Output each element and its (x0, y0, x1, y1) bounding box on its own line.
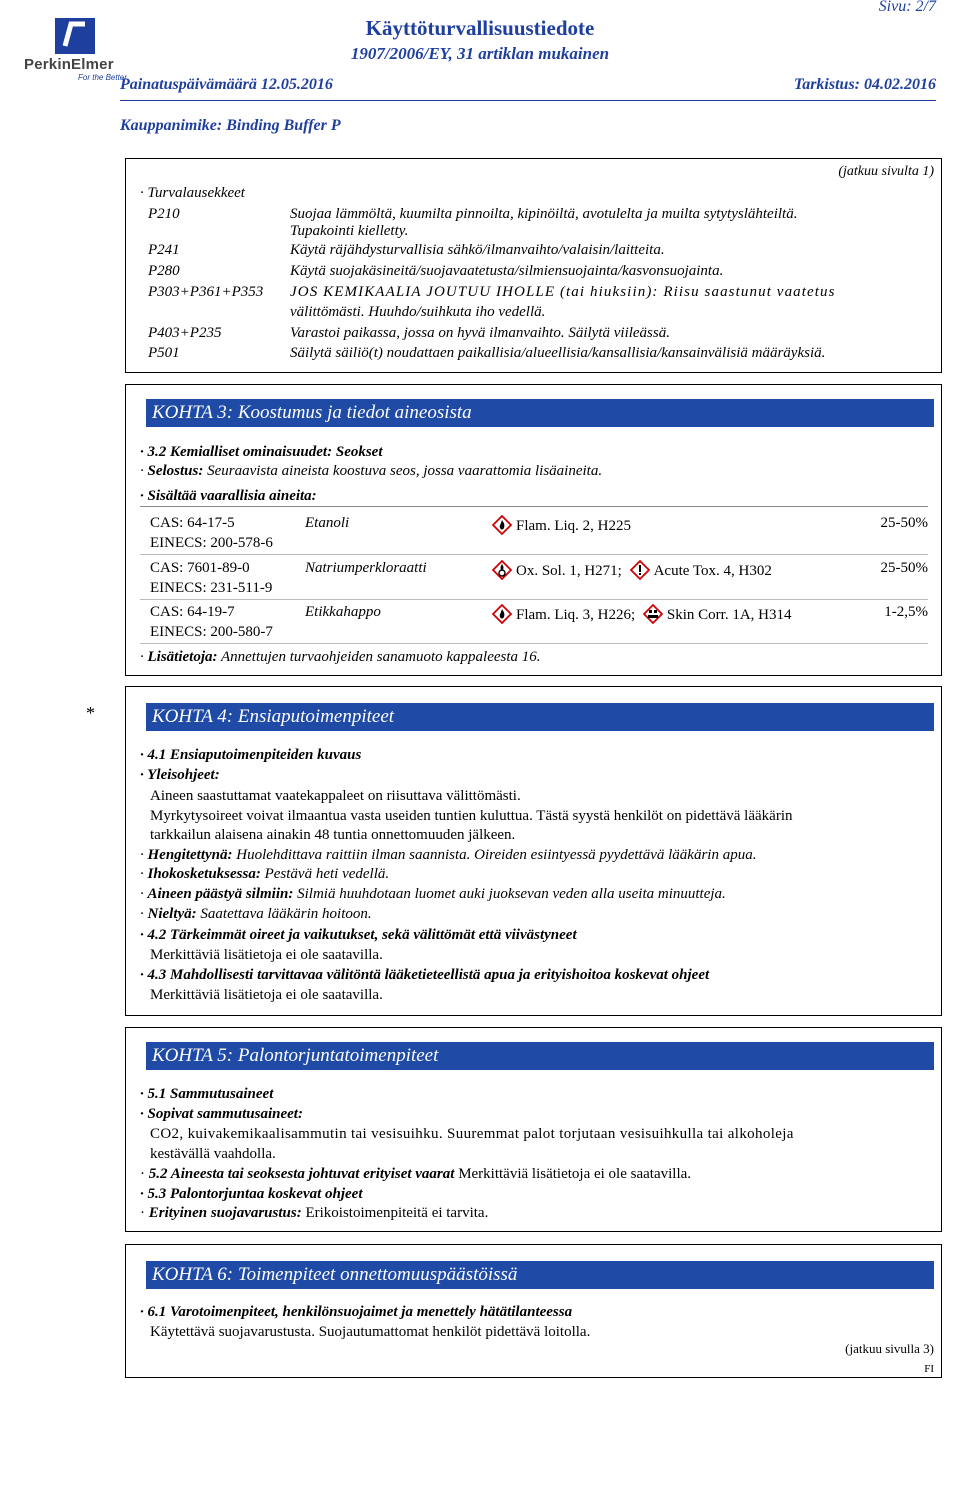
s5-suitable-heading: · Sopivat sammutusaineet: (140, 1106, 303, 1122)
p403-code: P403+P235 (148, 325, 222, 341)
p303-text-1: JOS KEMIKAALIA JOUTUU IHOLLE (tai hiuksiin): Riisu saastunut vaatetus (290, 284, 836, 300)
s43-heading-label: 4.3 Mahdollisesti tarvittavaa välitöntä lääketieteellistä apua ja erityishoitoa koskevat ohjeet (147, 967, 710, 983)
row2-divider (140, 599, 928, 600)
s3-extra-text: Annettujen turvaohjeiden sanamuoto kappaleesta 16. (220, 649, 541, 665)
row2-einecs: EINECS: 231-511-9 (150, 580, 273, 596)
p303-text-2: välittömästi. Huuhdo/suihkuta iho vedellä. (290, 304, 546, 320)
row3-cas: CAS: 64-19-7 (150, 604, 235, 620)
row2-substance: Natriumperkloraatti (305, 560, 427, 576)
row2-hazard (492, 560, 772, 581)
row1-hazard-1: Flam. Liq. 2, H225 (516, 518, 631, 534)
s4-eye-label: Aineen päästyä silmiin: (147, 886, 294, 902)
s43-heading: · 4.3 Mahdollisesti tarvittavaa välitöntä lääketieteellistä apua ja erityishoitoa koskevat ohjeet (140, 967, 710, 983)
s4-eye-text: Silmiä huuhdotaan luomet auki juoksevan veden alla useita minuutteja. (297, 886, 726, 902)
section5-title-bar: KOHTA 5: Palontorjuntatoimenpiteet (146, 1042, 934, 1070)
row1-cas: CAS: 64-17-5 (150, 515, 235, 531)
row3-divider (140, 643, 928, 644)
s5-suitable-label: Sopivat sammutusaineet: (147, 1106, 303, 1122)
corrosion-hazard-icon (643, 604, 663, 624)
s52-heading: 5.2 Aineesta tai seoksesta johtuvat erityiset vaarat (148, 1166, 455, 1182)
row1-einecs: EINECS: 200-578-6 (150, 535, 273, 551)
row1-percent: 25-50% (880, 515, 928, 531)
s53-heading: · 5.3 Palontorjuntaa koskevat ohjeet (140, 1186, 363, 1202)
s4-skin-label: Ihokosketuksessa: (147, 866, 261, 882)
s4-eye: · Aineen päästyä silmiin: Silmiä huuhdotaan luomet auki juoksevan veden alla useita minuutteja. (140, 886, 726, 902)
s4-general-line-1: Aineen saastuttamat vaatekappaleet on riisuttava välittömästi. (150, 788, 521, 804)
s4-inhalation-label: Hengitettynä: (147, 847, 233, 863)
row3-hazard-2: Skin Corr. 1A, H314 (666, 607, 792, 623)
s61-text: Käytettävä suojavarustusta. Suojautumattomat henkilöt pidettävä loitolla. (150, 1324, 591, 1340)
precautions-heading: · Turvalausekkeet (140, 185, 245, 201)
s52-text: Merkittäviä lisätietoja ei ole saatavilla. (458, 1166, 692, 1182)
s4-ingestion: · Nieltyä: Saatettava lääkärin hoitoon. (140, 906, 372, 922)
p280-text: Käytä suojakäsineitä/suojavaatetusta/silmiensuojainta/kasvonsuojainta. (290, 263, 724, 279)
page-number: Sivu: 2/7 (878, 0, 936, 15)
s3-contains-label: Sisältää vaarallisia aineita: (147, 488, 317, 504)
s43-text: Merkittäviä lisätietoja ei ole saatavilla. (150, 987, 383, 1003)
s4-general-label: Yleisohjeet: (147, 767, 220, 783)
logo-brand: PerkinElmer (24, 56, 114, 73)
row3-percent: 1-2,5% (884, 604, 928, 620)
p403-text: Varastoi paikassa, jossa on hyvä ilmanvaihto. Säilytä viileässä. (290, 325, 670, 341)
row2-hazard-2: Acute Tox. 4, H302 (653, 563, 772, 579)
s5-ppe: · Erityinen suojavarustus: Erikoistoimenpiteitä ei tarvita. (140, 1205, 489, 1221)
s32-heading: · 3.2 Kemialliset ominaisuudet: Seokset (140, 444, 383, 460)
row2-hazard-1: Ox. Sol. 1, H271; (516, 563, 622, 579)
row2-cas: CAS: 7601-89-0 (150, 560, 250, 576)
s61-heading: · 6.1 Varotoimenpiteet, henkilönsuojaimet ja menettely hätätilanteessa (140, 1304, 573, 1320)
s51-heading-label: 5.1 Sammutusaineet (147, 1086, 274, 1102)
row1-substance: Etanoli (305, 515, 350, 531)
section6-title-bar: KOHTA 6: Toimenpiteet onnettomuuspäästöissä (146, 1261, 934, 1289)
row3-substance: Etikkahappo (305, 604, 381, 620)
s3-contains-divider (140, 506, 928, 507)
continued-from: (jatkuu sivulta 1) (838, 164, 934, 179)
s41-heading-label: 4.1 Ensiaputoimenpiteiden kuvaus (147, 747, 362, 763)
oxidizer-hazard-icon (492, 560, 512, 580)
print-date: Painatuspäivämäärä 12.05.2016 (120, 76, 333, 93)
row3-hazard-1: Flam. Liq. 3, H226; (516, 607, 636, 623)
logo-tagline: For the Better (78, 73, 127, 82)
s4-ingestion-label: Nieltyä: (147, 906, 197, 922)
s4-ingestion-text: Saatettava lääkärin hoitoon. (200, 906, 372, 922)
continued-to: (jatkuu sivulla 3) (845, 1341, 934, 1356)
header-divider (120, 100, 936, 101)
perkinelmer-logo (20, 18, 130, 82)
s4-inhalation-text: Huolehdittava raittiin ilman saannista. Oireiden esiintyessä pyydettävä lääkärin apua. (236, 847, 757, 863)
s53-heading-label: 5.3 Palontorjuntaa koskevat ohjeet (147, 1186, 363, 1202)
row3-hazard (492, 604, 792, 625)
s52-line: · 5.2 Aineesta tai seoksesta johtuvat erityiset vaarat Merkittäviä lisätietoja ei ole saatavilla. (140, 1166, 692, 1182)
s5-ppe-text: Erikoistoimenpiteitä ei tarvita. (305, 1205, 489, 1221)
p501-code: P501 (148, 345, 180, 361)
s4-general-heading: · Yleisohjeet: (140, 767, 220, 783)
revision-marker: * (86, 703, 95, 723)
section3-title-bar: KOHTA 3: Koostumus ja tiedot aineosista (146, 399, 934, 427)
logo-mark-icon (55, 18, 95, 54)
flame-hazard-icon (492, 515, 512, 535)
product-name: Kauppanimike: Binding Buffer P (120, 117, 341, 134)
revision-date: Tarkistus: 04.02.2016 (793, 76, 936, 93)
document-title: Käyttöturvallisuustiedote (365, 16, 595, 40)
s4-skin: · Ihokosketuksessa: Pestävä heti vedellä. (140, 866, 390, 882)
language-code: FI (924, 1363, 934, 1375)
exclamation-hazard-icon (630, 560, 650, 580)
s3-description-text: Seuraavista aineista koostuva seos, jossa vaarattomia lisäaineita. (207, 463, 603, 479)
s5-suitable-line-1: CO2, kuivakemikaalisammutin tai vesisuihku. Suuremmat palot torjutaan vesisuihkulla tai alkoholeja (150, 1126, 794, 1142)
s42-heading: · 4.2 Tärkeimmät oireet ja vaikutukset, sekä välittömät että viivästyneet (140, 927, 577, 943)
p241-code: P241 (148, 242, 180, 258)
s61-heading-label: 6.1 Varotoimenpiteet, henkilönsuojaimet ja menettely hätätilanteessa (147, 1304, 573, 1320)
s5-ppe-label: Erityinen suojavarustus: (148, 1205, 302, 1221)
s51-heading: · 5.1 Sammutusaineet (140, 1086, 274, 1102)
section4-title-bar: KOHTA 4: Ensiaputoimenpiteet (146, 703, 934, 731)
p501-text: Säilytä säiliö(t) noudattaen paikallisia/alueellisia/kansallisia/kansainvälisiä määräyksiä. (290, 345, 826, 361)
p280-code: P280 (148, 263, 180, 279)
s3-extra-info: · Lisätietoja: Annettujen turvaohjeiden sanamuoto kappaleesta 16. (140, 649, 541, 665)
s4-inhalation: · Hengitettynä: Huolehdittava raittiin ilman saannista. Oireiden esiintyessä pyydettävä lääkärin apua. (140, 847, 757, 863)
row3-einecs: EINECS: 200-580-7 (150, 624, 273, 640)
p210-text-1: Suojaa lämmöltä, kuumilta pinnoilta, kipinöiltä, avotulelta ja muilta sytytyslähteiltä. (290, 206, 798, 222)
precautions-heading-label: Turvalausekkeet (147, 185, 245, 201)
s42-text: Merkittäviä lisätietoja ei ole saatavilla. (150, 947, 383, 963)
s3-description: · Selostus: Seuraavista aineista koostuva seos, jossa vaarattomia lisäaineita. (140, 463, 603, 479)
row1-hazard (492, 515, 631, 536)
p303-code: P303+P361+P353 (148, 284, 264, 300)
p210-text-2: Tupakointi kielletty. (290, 223, 409, 239)
s4-general-line-3: tarkkailun alaisena ainakin 48 tuntia onnettomuuden jälkeen. (150, 827, 516, 843)
flame-hazard-icon (492, 604, 512, 624)
s3-extra-label: Lisätietoja: (147, 649, 218, 665)
p241-text: Käytä räjähdysturvallisia sähkö/ilmanvaihto/valaisin/laitteita. (290, 242, 665, 258)
row1-divider (140, 554, 928, 555)
document-subtitle: 1907/2006/EY, 31 artiklan mukainen (350, 44, 610, 63)
row2-percent: 25-50% (880, 560, 928, 576)
s4-skin-text: Pestävä heti vedellä. (264, 866, 390, 882)
s5-suitable-line-2: kestävällä vaahdolla. (150, 1146, 276, 1162)
s3-description-label: Selostus: (147, 463, 204, 479)
s32-heading-label: 3.2 Kemialliset ominaisuudet: Seokset (147, 444, 383, 460)
s3-contains: · Sisältää vaarallisia aineita: (140, 488, 317, 504)
p210-code: P210 (148, 206, 180, 222)
s41-heading: · 4.1 Ensiaputoimenpiteiden kuvaus (140, 747, 362, 763)
s42-heading-label: 4.2 Tärkeimmät oireet ja vaikutukset, sekä välittömät että viivästyneet (147, 927, 577, 943)
s4-general-line-2: Myrkytysoireet voivat ilmaantua vasta useiden tuntien kuluttua. Tästä syystä henkilöt on pidettävä lääkärin (150, 808, 793, 824)
